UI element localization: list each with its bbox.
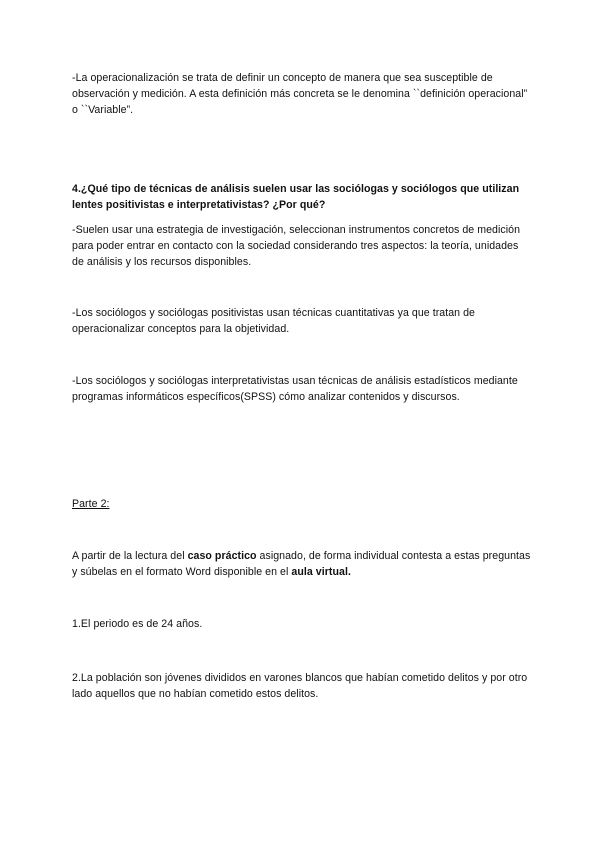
case-study-bold: caso práctico (187, 550, 257, 562)
part-2-instructions (72, 548, 532, 580)
answer-4-interpretativist: -Los sociólogos y sociólogas interpretativistas usan técnicas de análisis estadísticos mediante programas informáticos específicos(SPSS) cómo analizar contenidos y discursos. (72, 375, 518, 403)
operationalization-paragraph: -La operacionalización se trata de definir un concepto de manera que sea susceptible de observación y medición. A esta definición más concreta se le denomina ``definición operacional” o ``Variable”. (72, 72, 528, 116)
part-2-heading: Parte 2: (72, 498, 110, 510)
instructions-text-1: A partir de la lectura del (72, 550, 188, 562)
answer-2: 2.La población son jóvenes divididos en varones blancos que habían cometido delitos y por otro lado aquellos que no habían cometido estos delitos. (72, 672, 528, 700)
instructions-text-2: asignado, de forma individual contesta a estas preguntas y súbelas en el formato Word disponible en el (72, 550, 531, 578)
question-4-heading: 4.¿Qué tipo de técnicas de análisis suelen usar las sociólogas y sociólogos que utilizan lentes positivistas e interpretativistas? ¿Por qué? (72, 183, 520, 211)
answer-4-positivist: -Los sociólogos y sociólogas positivistas usan técnicas cuantitativas ya que tratan de operacionalizar conceptos para la objetividad. (72, 307, 475, 335)
virtual-classroom-bold: aula virtual. (291, 566, 351, 578)
answer-4-strategy: -Suelen usar una estrategia de investigación, seleccionan instrumentos concretos de medición para poder entrar en contacto con la sociedad considerando tres aspectos: la teoría, unidades de análisis y los recursos disponibles. (72, 224, 521, 268)
answer-1: 1.El periodo es de 24 años. (72, 618, 203, 630)
